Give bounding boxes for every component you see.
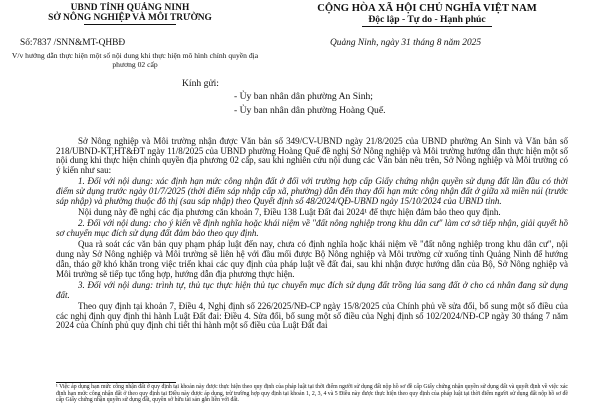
- motto-underline: [362, 26, 492, 27]
- national-motto-header: [262, 3, 592, 27]
- agency-parent-name: UBND TỈNH QUẢNG NINH: [70, 3, 190, 13]
- document-subject: V/v hướng dẫn thực hiện một số nội dung khi thực hiện mô hình chính quyền địa phương 02 cấp: [11, 51, 259, 69]
- recipients-label: Kính gửi:: [182, 78, 219, 89]
- body-paragraph: 1. Đối với nội dung: xác định hạn mức công nhận đất ở đối với trường hợp cấp Giấy chứng nhận quyền sử dụng đất lần đầu có thời điểm sử dụng trước ngày 01/7/2025 (thời điểm sáp nhập cấp xã, phường) dẫn đến thay đổi hạn mức công nhận đất ở giữa xã miền núi (trước sáp nhập) và phường thuộc đô thị (sau sáp nhập) theo Quyết định số 48/2024/QĐ-UBND ngày 15/10/2024 của UBND tỉnh.: [56, 176, 568, 206]
- body-paragraph: 3. Đối với nội dung: trình tự, thủ tục thực hiện thủ tục chuyển mục đích sử dụng đất trồng lúa sang đất ở cho cá nhân đang sử dụng đất.: [56, 279, 568, 300]
- national-motto: Độc lập - Tự do - Hạnh phúc: [368, 14, 486, 25]
- country-name: CỘNG HÒA XÃ HỘI CHỦ NGHĨA VIỆT NAM: [317, 3, 537, 14]
- footnote-divider: [56, 382, 176, 383]
- recipient-item: - Ủy ban nhân dân phường An Sinh;: [234, 91, 373, 102]
- issuing-agency-header: [10, 3, 250, 25]
- document-number: Số:7837 /SNN&MT-QHBĐ: [20, 38, 126, 48]
- body-paragraph: Sở Nông nghiệp và Môi trường nhận được Văn bản số 349/CV-UBND ngày 21/8/2025 của UBND phường An Sinh và Văn bản số 218/UBND-KT,HT&ĐT ngày 11/8/2025 của UBND phường Hoàng Quế đề nghị Sở Nông nghiệp và Môi trường hướng dẫn thực hiện một số nội dung khi thực hiện chính quyền địa phương 02 cấp, sau khi nghiên cứu nội dung các Văn bản nêu trên, Sở Nông nghiệp và Môi trường có ý kiến như sau:: [56, 136, 568, 176]
- body-paragraph: Theo quy định tại khoản 7, Điều 4, Nghị định số 226/2025/NĐ-CP ngày 15/8/2025 của Chính phủ về sửa đổi, bổ sung một số điều của các nghị định quy định thi hành Luật Đất đai: Điều 4. Sửa đổi, bổ sung một số điều của Nghị định số 102/2024/NĐ-CP ngày 30 tháng 7 năm 2024 của Chính phủ quy định chi tiết thi hành một số điều của Luật Đất đai: [56, 300, 568, 331]
- recipient-item: - Ủy ban nhân dân phường Hoàng Quế.: [234, 105, 386, 116]
- body-paragraph: Qua rà soát các văn bản quy phạm pháp luật đến nay, chưa có định nghĩa hoặc khái niệm về "đất nông nghiệp trong khu dân cư", nội dung này Sở Nông nghiệp và Môi trường sẽ liên hệ với đầu mối được Bộ Nông nghiệp và Môi trường cử xuống tỉnh Quảng Ninh để hướng dẫn, tháo gỡ khó khăn trong việc triển khai các quy định của pháp luật về đất đai, sau khi nhận được hướng dẫn của Bộ, Sở Nông nghiệp và Môi trường sẽ tiếp tục tổng hợp, hướng dẫn địa phương thực hiện.: [56, 239, 568, 279]
- footnote: ¹ Việc áp dụng hạn mức công nhận đất ở quy định tại khoản này được thực hiện theo quy định của pháp luật tại thời điểm người sử dụng đất nộp hồ sơ đề cấp Giấy chứng nhận quyền sử dụng đất và quyết định về việc xác định hạn mức công nhận đất ở theo quy định tại Điều này được áp dụng, trừ trường hợp quy định tại khoản 1, 2, 3, 4 và 5 Điều này được thực hiện theo quy định của pháp luật tại thời điểm người sử dụng đất nộp hồ sơ đề cấp Giấy chứng nhận quyền sử dụng đất, quyền sở hữu tài sản gắn liền với đất.: [56, 384, 568, 404]
- agency-underline: [84, 24, 176, 25]
- agency-name: SỞ NÔNG NGHIỆP VÀ MÔI TRƯỜNG: [48, 13, 212, 23]
- body-paragraph: 2. Đối với nội dung: cho ý kiến về định nghĩa hoặc khái niệm về "đất nông nghiệp trong khu dân cư" làm cơ sở tiếp nhận, giải quyết hồ sơ chuyển mục đích sử dụng đất đảm bảo theo quy định.: [56, 218, 568, 239]
- body-paragraph: Nội dung này đề nghị các địa phương căn khoản 7, Điều 138 Luật Đất đai 2024¹ để thực hiện đảm bảo theo quy định.: [78, 207, 501, 218]
- document-date: Quảng Ninh, ngày 31 tháng 8 năm 2025: [330, 38, 482, 48]
- letter-body: [56, 137, 568, 333]
